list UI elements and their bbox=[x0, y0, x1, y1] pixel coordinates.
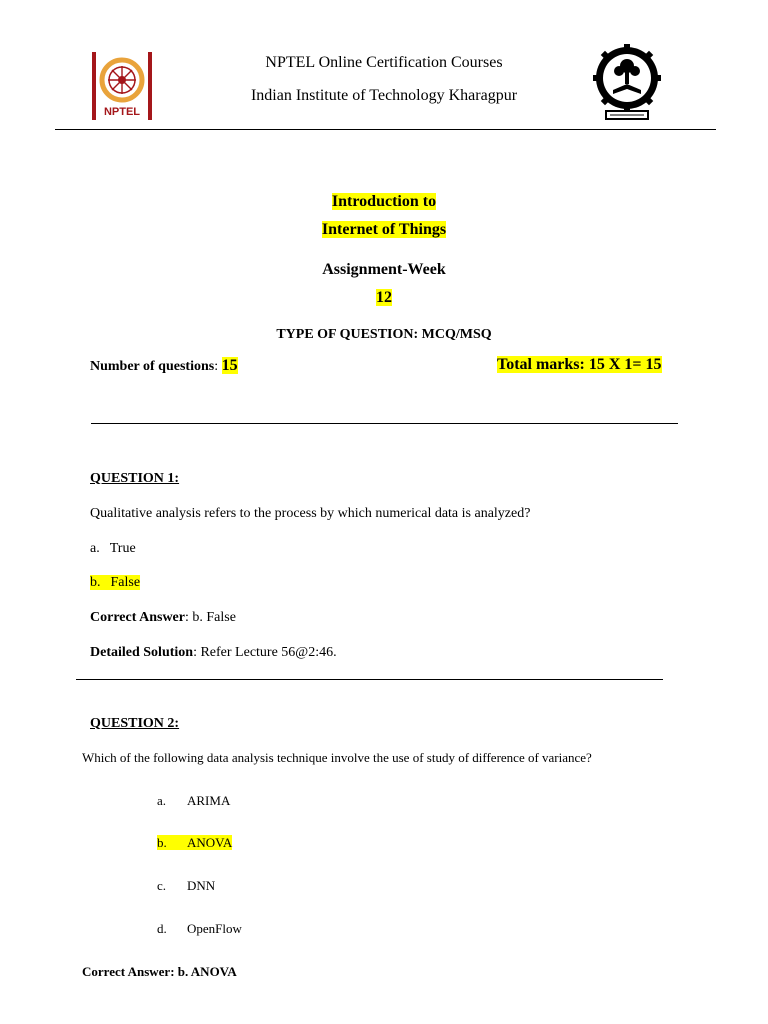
question-type: TYPE OF QUESTION: MCQ/MSQ bbox=[276, 327, 492, 342]
q1-option-b-highlight bbox=[90, 575, 140, 590]
q2-option-a bbox=[157, 793, 230, 809]
q2-option-b-letter: b. bbox=[157, 835, 167, 850]
q1-text: Qualitative analysis refers to the process by which numerical data is analyzed? bbox=[90, 506, 531, 521]
q2-option-c bbox=[157, 878, 215, 894]
q2-option-d-text: OpenFlow bbox=[187, 921, 242, 936]
week-number: 12 bbox=[376, 289, 392, 306]
header-line-2: Indian Institute of Technology Kharagpur bbox=[250, 87, 518, 104]
q1-correct-answer bbox=[90, 610, 236, 626]
q2-option-c-letter: c. bbox=[157, 878, 167, 893]
iit-kgp-emblem-icon bbox=[593, 44, 661, 122]
q2-option-a-text: ARIMA bbox=[187, 793, 231, 808]
q2-option-b-highlight bbox=[157, 835, 232, 850]
q2-correct-answer: Correct Answer: b. ANOVA bbox=[82, 964, 237, 979]
num-questions-label: Number of questions bbox=[90, 359, 215, 374]
q1-solution-label: Detailed Solution bbox=[90, 645, 194, 660]
course-title-line-2 bbox=[0, 221, 768, 239]
header-line-1: NPTEL Online Certification Courses bbox=[265, 54, 503, 71]
q1-heading-text: QUESTION 1: bbox=[90, 471, 180, 486]
header-divider bbox=[55, 129, 716, 130]
q1-correct-value: : b. False bbox=[185, 610, 236, 625]
q1-option-a-letter: a. bbox=[90, 541, 100, 556]
q2-option-a-letter: a. bbox=[157, 793, 167, 808]
num-questions-sep: : bbox=[214, 359, 222, 374]
assignment-label: Assignment-Week bbox=[322, 261, 446, 278]
q1-divider bbox=[76, 679, 663, 680]
section-divider bbox=[91, 423, 678, 424]
q1-correct-label: Correct Answer bbox=[90, 610, 185, 625]
q2-option-d-letter: d. bbox=[157, 921, 167, 936]
q1-solution-value: : Refer Lecture 56@2:46. bbox=[193, 645, 337, 660]
q1-option-b-letter: b. bbox=[90, 575, 101, 590]
iit-kgp-logo bbox=[593, 44, 661, 122]
course-title-2-text: Internet of Things bbox=[321, 221, 447, 238]
q1-detailed-solution bbox=[90, 645, 337, 661]
nptel-logo-label: NPTEL bbox=[103, 106, 141, 118]
course-title-1-text: Introduction to bbox=[331, 193, 437, 210]
q2-text: Which of the following data analysis technique involve the use of study of difference of variance? bbox=[82, 750, 592, 765]
total-marks-line bbox=[497, 356, 662, 374]
total-marks: Total marks: 15 X 1= 15 bbox=[497, 356, 662, 373]
q1-heading bbox=[90, 471, 179, 487]
course-title-line-1 bbox=[0, 193, 768, 211]
q2-heading bbox=[90, 716, 179, 732]
week-number-line bbox=[0, 289, 768, 307]
q2-option-b-text: ANOVA bbox=[187, 835, 233, 850]
num-questions-value: 15 bbox=[221, 357, 238, 374]
q1-option-a-text: True bbox=[109, 541, 136, 556]
q2-heading-text: QUESTION 2: bbox=[90, 716, 180, 731]
q2-option-d bbox=[157, 921, 242, 937]
q1-option-a bbox=[90, 541, 136, 557]
q2-option-c-text: DNN bbox=[187, 878, 216, 893]
q1-option-b-text: False bbox=[110, 575, 141, 590]
q2-option-b bbox=[157, 835, 232, 851]
q1-option-b bbox=[90, 575, 140, 591]
number-of-questions bbox=[90, 357, 238, 375]
